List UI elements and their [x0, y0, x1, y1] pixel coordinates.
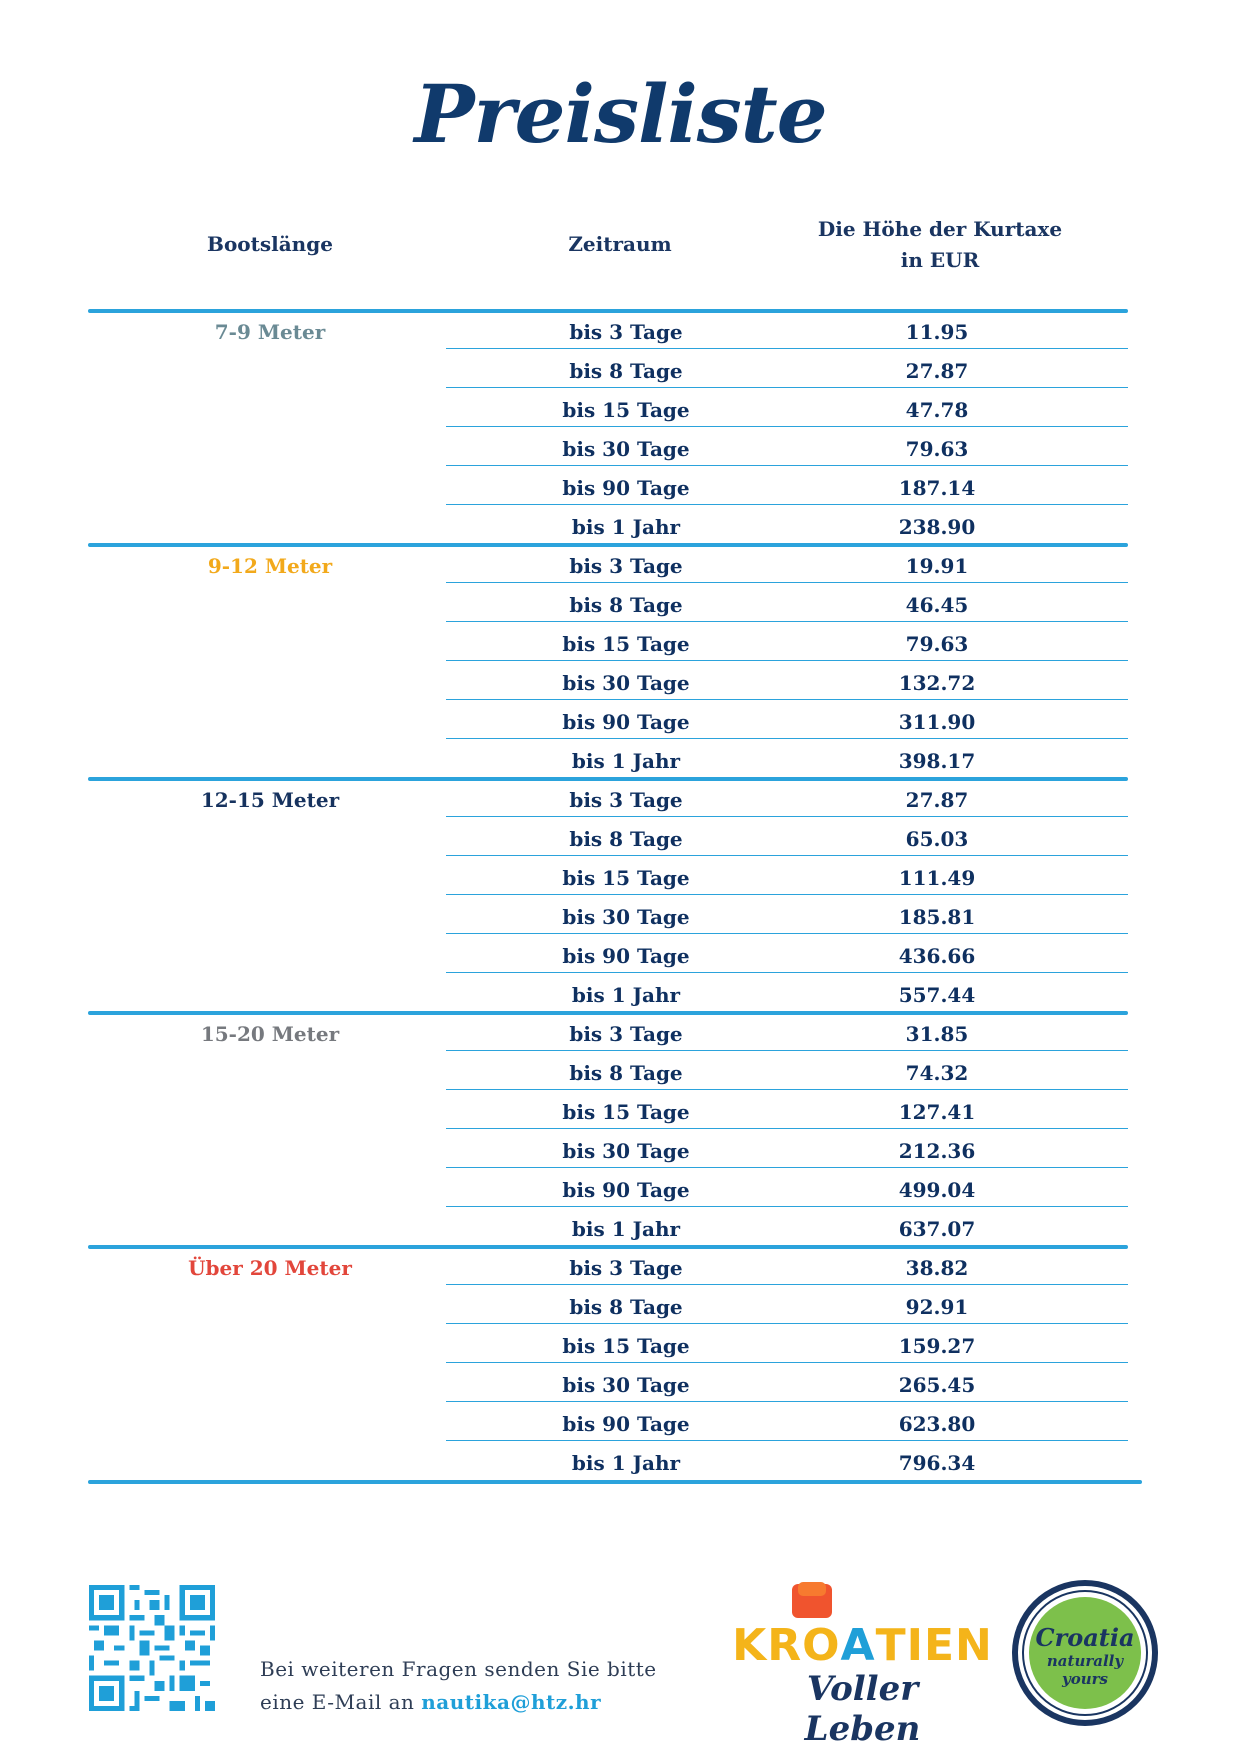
period-cell: bis 30 Tage — [562, 1373, 690, 1397]
section-separator — [88, 1011, 1128, 1015]
period-cell: bis 3 Tage — [569, 320, 683, 344]
row-divider — [446, 855, 1128, 856]
price-cell: 74.32 — [905, 1061, 969, 1085]
period-cell: bis 8 Tage — [569, 593, 683, 617]
period-cell: bis 30 Tage — [562, 1139, 690, 1163]
period-cell: bis 8 Tage — [569, 1295, 683, 1319]
row-divider — [446, 426, 1128, 427]
row-divider — [446, 1440, 1128, 1441]
row-divider — [446, 465, 1128, 466]
period-cell: bis 15 Tage — [562, 1100, 690, 1124]
price-cell: 38.82 — [905, 1256, 969, 1280]
row-divider — [446, 1323, 1128, 1324]
contact-line-2 — [260, 1686, 657, 1719]
price-cell: 212.36 — [898, 1139, 976, 1163]
boat-length-category: 7-9 Meter — [214, 320, 326, 344]
period-cell: bis 1 Jahr — [571, 1217, 681, 1241]
price-cell: 27.87 — [905, 788, 969, 812]
price-cell: 27.87 — [905, 359, 969, 383]
price-cell: 19.91 — [905, 554, 969, 578]
badge-line-1: Croatia — [1035, 1623, 1135, 1652]
period-cell: bis 3 Tage — [569, 1022, 683, 1046]
price-cell: 132.72 — [898, 671, 976, 695]
boat-length-category: 15-20 Meter — [200, 1022, 340, 1046]
price-cell: 47.78 — [905, 398, 969, 422]
price-cell: 111.49 — [898, 866, 976, 890]
contact-line-2-prefix: eine E-Mail an — [260, 1690, 415, 1714]
logo-wordmark — [732, 1620, 993, 1671]
price-cell: 796.34 — [898, 1451, 976, 1475]
header-tourist-tax-line1: Die Höhe der Kurtaxe — [817, 217, 1063, 241]
period-cell: bis 30 Tage — [562, 905, 690, 929]
row-divider — [446, 738, 1128, 739]
row-divider — [446, 582, 1128, 583]
price-cell: 79.63 — [905, 437, 969, 461]
row-divider — [446, 816, 1128, 817]
period-cell: bis 3 Tage — [569, 1256, 683, 1280]
boat-length-category: 12-15 Meter — [200, 788, 340, 812]
price-cell: 127.41 — [898, 1100, 976, 1124]
boat-length-category: Über 20 Meter — [188, 1256, 352, 1280]
price-cell: 46.45 — [905, 593, 969, 617]
kroatien-logo — [732, 1580, 993, 1749]
header-tourist-tax-line2: in EUR — [900, 248, 980, 272]
row-divider — [446, 1401, 1128, 1402]
logo-sun-icon — [788, 1580, 836, 1622]
row-divider — [446, 1206, 1128, 1207]
period-cell: bis 15 Tage — [562, 866, 690, 890]
price-cell: 159.27 — [898, 1334, 976, 1358]
row-divider — [446, 972, 1128, 973]
price-cell: 557.44 — [898, 983, 976, 1007]
logo-text-part-2: A — [840, 1620, 876, 1671]
logo-slogan: Voller Leben — [804, 1669, 921, 1749]
qr-code-icon — [89, 1585, 215, 1711]
period-cell: bis 90 Tage — [562, 944, 690, 968]
price-cell: 92.91 — [905, 1295, 969, 1319]
croatia-badge-icon — [1010, 1578, 1160, 1728]
email-link[interactable]: nautika@htz.hr — [421, 1690, 602, 1714]
price-cell: 499.04 — [898, 1178, 976, 1202]
row-divider — [446, 348, 1128, 349]
badge-line-3: yours — [1062, 1670, 1108, 1688]
logo-text-part-3: TIEN — [875, 1620, 993, 1671]
row-divider — [446, 660, 1128, 661]
period-cell: bis 15 Tage — [562, 632, 690, 656]
row-divider — [446, 1362, 1128, 1363]
row-divider — [446, 1167, 1128, 1168]
period-cell: bis 30 Tage — [562, 437, 690, 461]
period-cell: bis 1 Jahr — [571, 983, 681, 1007]
price-cell: 11.95 — [905, 320, 969, 344]
section-separator — [88, 777, 1128, 781]
badge-line-2: naturally — [1046, 1652, 1124, 1670]
row-divider — [446, 1089, 1128, 1090]
table-bottom-border — [88, 1480, 1142, 1484]
price-cell: 311.90 — [898, 710, 976, 734]
row-divider — [446, 699, 1128, 700]
period-cell: bis 90 Tage — [562, 476, 690, 500]
contact-info — [260, 1653, 657, 1719]
period-cell: bis 15 Tage — [562, 398, 690, 422]
price-cell: 185.81 — [898, 905, 976, 929]
price-cell: 65.03 — [905, 827, 969, 851]
period-cell: bis 8 Tage — [569, 359, 683, 383]
price-cell: 637.07 — [898, 1217, 976, 1241]
period-cell: bis 90 Tage — [562, 710, 690, 734]
period-cell: bis 3 Tage — [569, 554, 683, 578]
page-title: Preisliste — [414, 67, 827, 161]
period-cell: bis 1 Jahr — [571, 515, 681, 539]
row-divider — [446, 504, 1128, 505]
section-separator — [88, 309, 1128, 313]
period-cell: bis 8 Tage — [569, 1061, 683, 1085]
contact-line-1: Bei weiteren Fragen senden Sie bitte — [260, 1657, 657, 1681]
period-cell: bis 8 Tage — [569, 827, 683, 851]
header-tourist-tax — [790, 214, 1090, 276]
section-separator — [88, 1245, 1128, 1249]
price-cell: 79.63 — [905, 632, 969, 656]
period-cell: bis 1 Jahr — [571, 749, 681, 773]
row-divider — [446, 933, 1128, 934]
header-boat-length: Bootslänge — [207, 232, 333, 256]
period-cell: bis 90 Tage — [562, 1178, 690, 1202]
period-cell: bis 30 Tage — [562, 671, 690, 695]
price-cell: 265.45 — [898, 1373, 976, 1397]
price-cell: 238.90 — [898, 515, 976, 539]
price-cell: 398.17 — [898, 749, 976, 773]
row-divider — [446, 387, 1128, 388]
section-separator — [88, 543, 1128, 547]
price-cell: 31.85 — [905, 1022, 969, 1046]
logo-text-part-1: KRO — [732, 1620, 841, 1671]
boat-length-category: 9-12 Meter — [207, 554, 333, 578]
row-divider — [446, 1284, 1128, 1285]
row-divider — [446, 621, 1128, 622]
price-cell: 187.14 — [898, 476, 976, 500]
period-cell: bis 1 Jahr — [571, 1451, 681, 1475]
period-cell: bis 15 Tage — [562, 1334, 690, 1358]
period-cell: bis 90 Tage — [562, 1412, 690, 1436]
row-divider — [446, 1050, 1128, 1051]
price-cell: 436.66 — [898, 944, 976, 968]
header-period: Zeitraum — [568, 232, 672, 256]
row-divider — [446, 1128, 1128, 1129]
period-cell: bis 3 Tage — [569, 788, 683, 812]
row-divider — [446, 894, 1128, 895]
price-cell: 623.80 — [898, 1412, 976, 1436]
